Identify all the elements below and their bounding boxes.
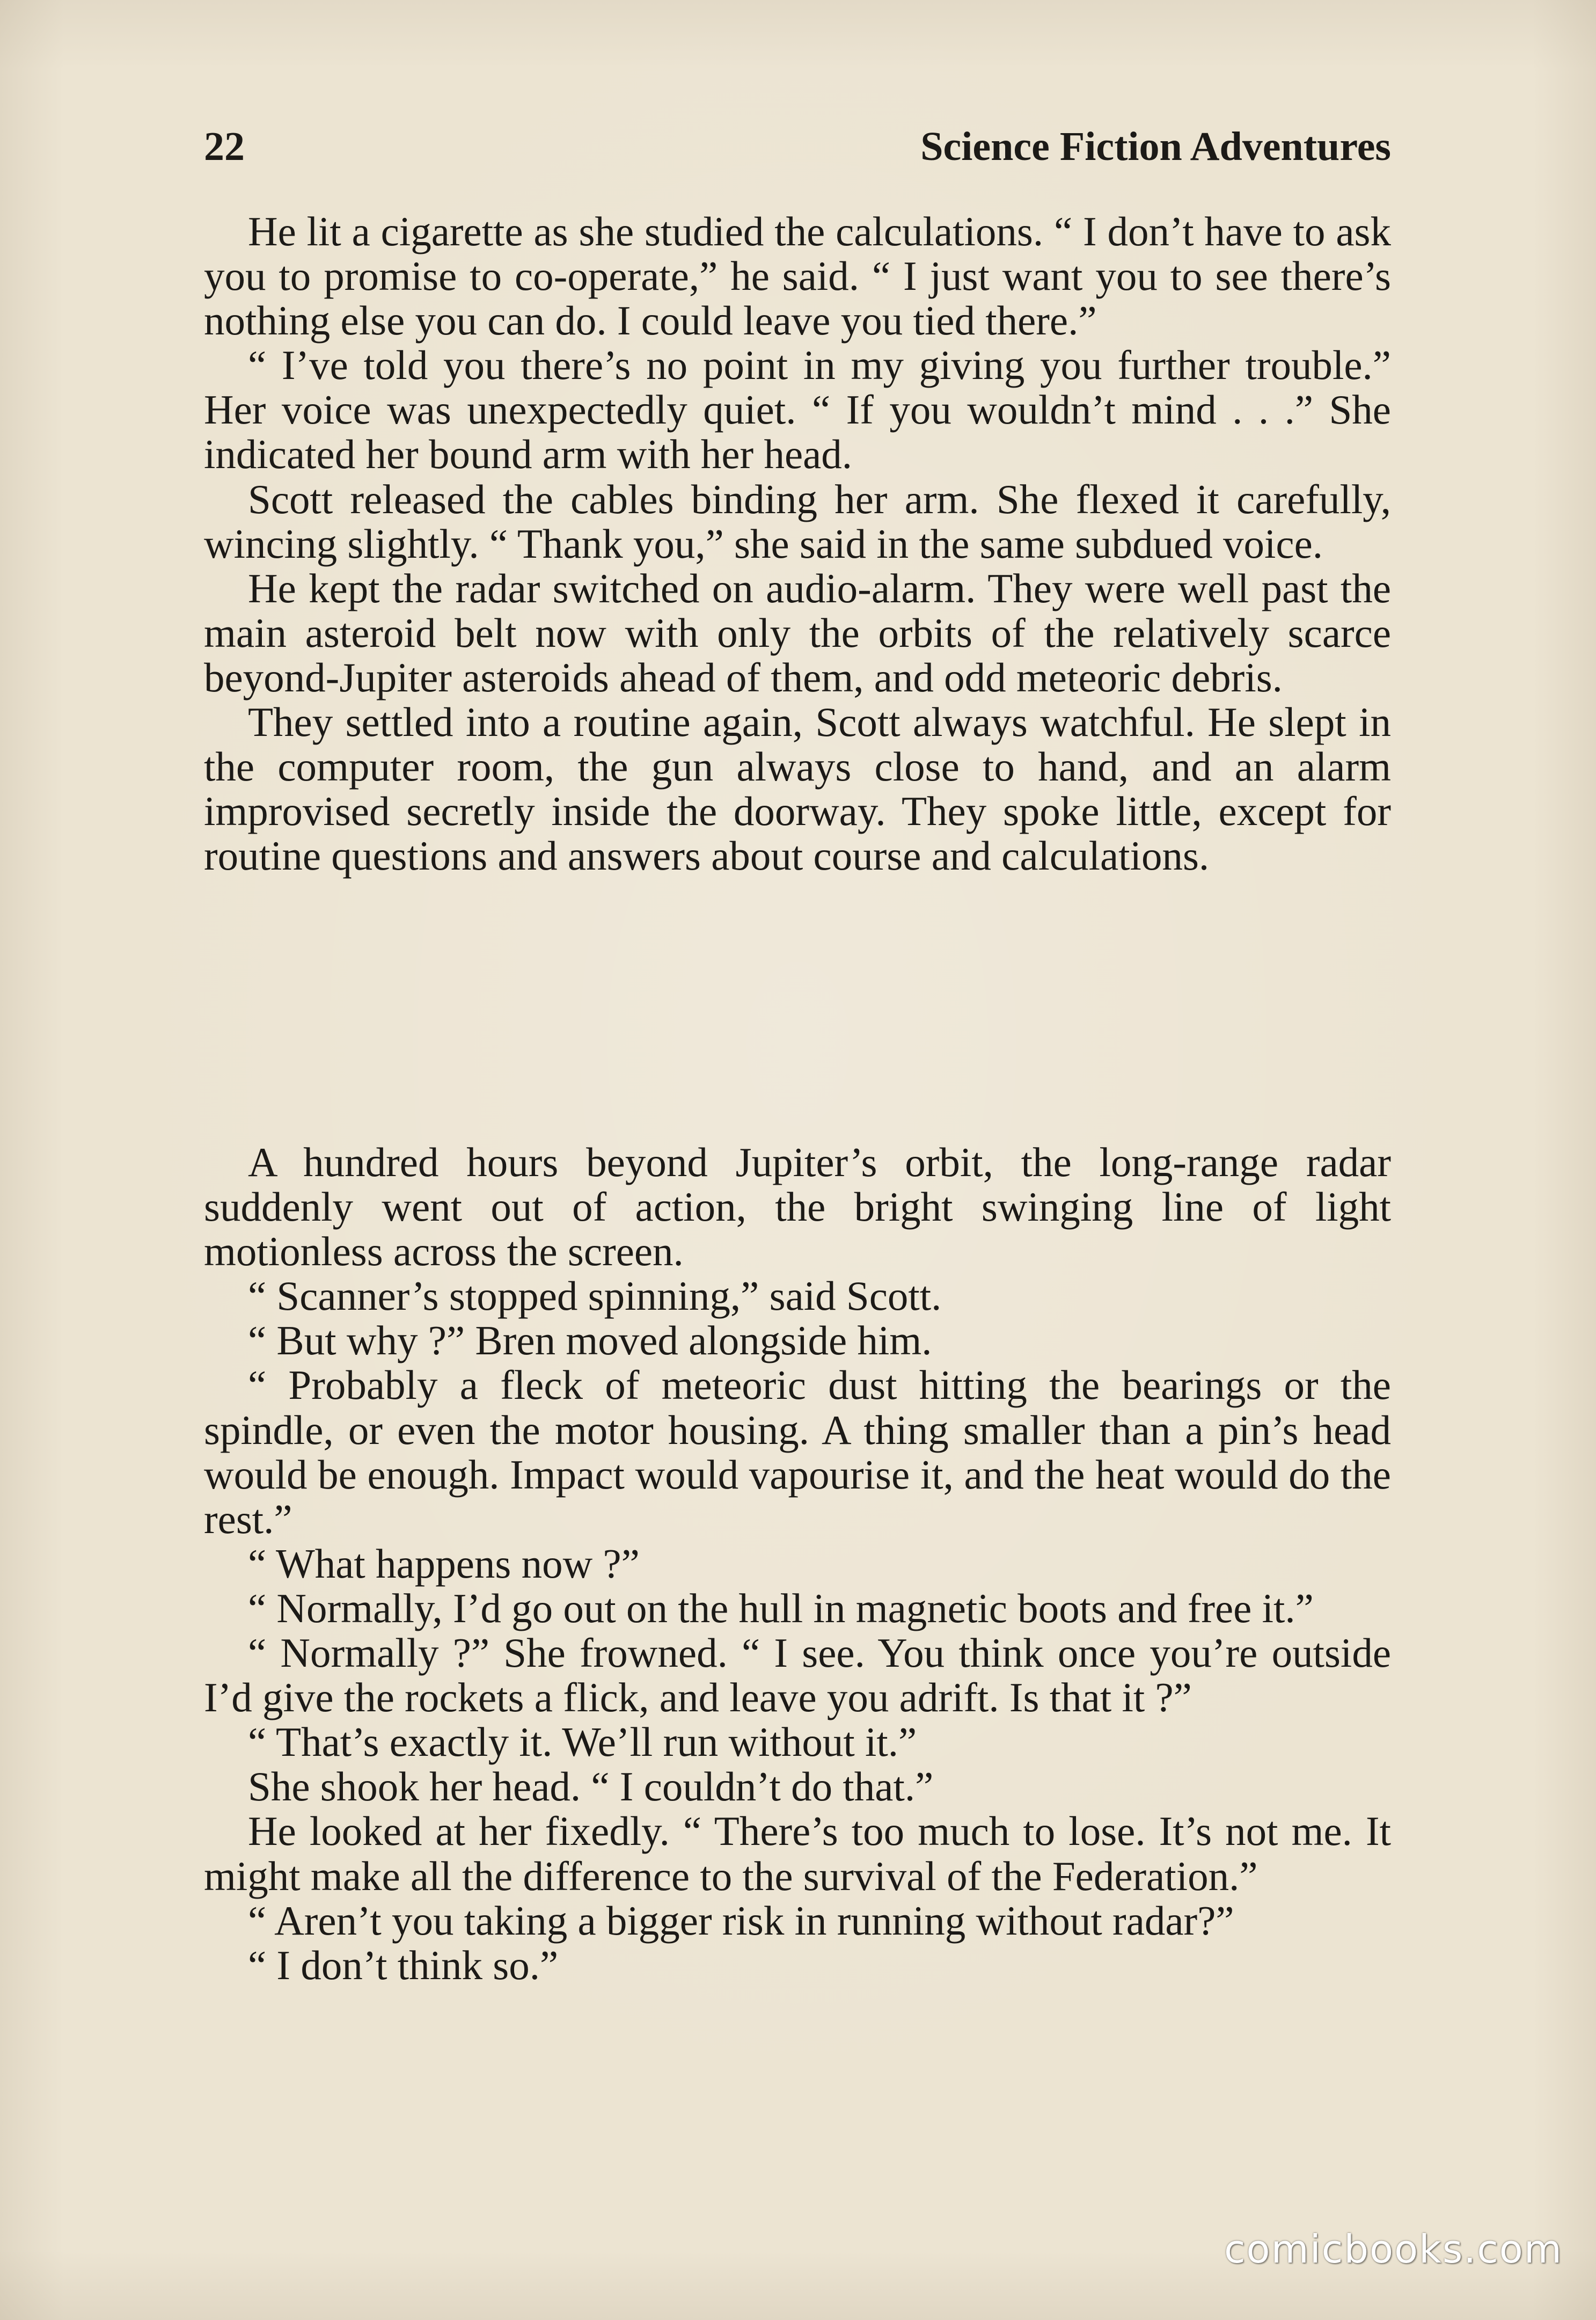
text-section-2	[204, 1140, 1391, 1988]
paragraph: “ I’ve told you there’s no point in my giving you further trouble.” Her voice was unexpectedly quiet. “ If you wouldn’t mind . . .” She indicated her bound arm with her head.	[204, 342, 1391, 478]
paragraph: “ Normally, I’d go out on the hull in magnetic boots and free it.”	[248, 1585, 1314, 1631]
paragraph: “ I don’t think so.”	[248, 1942, 559, 1988]
paragraph: “ Probably a fleck of meteoric dust hitting the bearings or the spindle, or even the motor housing. A thing smaller than a pin’s head would be enough. Impact would vapourise it, and the heat would do the rest.”	[204, 1362, 1391, 1542]
paragraph: Scott released the cables binding her arm. She flexed it carefully, wincing slightly. “ Thank you,” she said in the same subdued voice.	[204, 476, 1391, 567]
paragraph: “ But why ?” Bren moved alongside him.	[248, 1317, 932, 1364]
paragraph: “ Scanner’s stopped spinning,” said Scott.	[248, 1273, 942, 1319]
paragraph: “ What happens now ?”	[248, 1540, 640, 1587]
watermark: comicbooks.com	[1224, 2227, 1563, 2272]
paragraph: She shook her head. “ I couldn’t do that.”	[248, 1763, 934, 1810]
paragraph: “ That’s exactly it. We’ll run without it.”	[248, 1719, 917, 1765]
page-header	[204, 117, 1391, 176]
paragraph: “ Aren’t you taking a bigger risk in running without radar?”	[248, 1897, 1234, 1944]
running-title: Science Fiction Adventures	[920, 124, 1391, 169]
paragraph: He lit a cigarette as she studied the calculations. “ I don’t have to ask you to promise to co-operate,” he said. “ I just want you to see there’s nothing else you can do. I could leave you tied there.”	[204, 208, 1391, 344]
paragraph: He looked at her fixedly. “ There’s too much to lose. It’s not me. It might make all the difference to the survival of the Federation.”	[204, 1808, 1391, 1899]
paragraph: A hundred hours beyond Jupiter’s orbit, the long-range radar suddenly went out of action, the bright swinging line of light motionless across the screen.	[204, 1139, 1391, 1275]
paragraph: They settled into a routine again, Scott always watchful. He slept in the computer room, the gun always close to hand, and an alarm improvised secretly inside the doorway. They spoke little, except for routine questions and answers about course and calculations.	[204, 699, 1391, 879]
paragraph: “ Normally ?” She frowned. “ I see. You think once you’re outside I’d give the rockets a flick, and leave you adrift. Is that it ?”	[204, 1630, 1391, 1721]
text-section-1	[204, 209, 1391, 878]
paragraph: He kept the radar switched on audio-alarm. They were well past the main asteroid belt now with only the orbits of the relatively scarce beyond-Jupiter asteroids ahead of them, and odd meteoric debris.	[204, 565, 1391, 701]
page-number: 22	[204, 124, 245, 169]
